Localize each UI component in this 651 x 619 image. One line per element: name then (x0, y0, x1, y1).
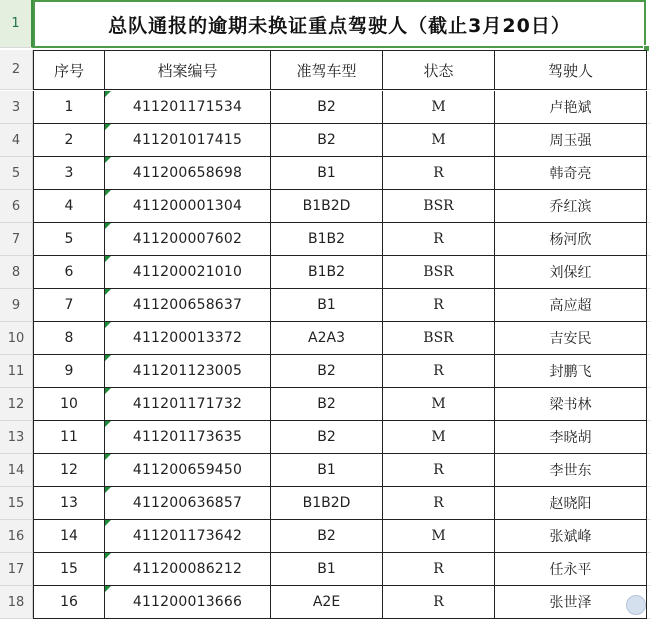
cell-driver[interactable] (495, 256, 647, 289)
table-row (0, 388, 651, 421)
cell-file-no[interactable] (105, 553, 271, 586)
row-header[interactable]: 18 (0, 586, 33, 619)
cell-driver-text: 梁书林 (549, 397, 592, 413)
grid-filler (647, 223, 651, 256)
row-header[interactable]: 13 (0, 421, 33, 454)
row-header[interactable]: 10 (0, 322, 33, 355)
cell-file-no-text: 411201171732 (132, 396, 243, 412)
cell-vehicle-type-text: B1 (317, 165, 336, 181)
watermark-logo-icon (626, 595, 646, 615)
cell-seq-text: 16 (60, 594, 78, 610)
green-triangle-icon (105, 553, 111, 559)
cell-vehicle-type-text: B1B2D (302, 495, 351, 511)
cell-seq-text: 8 (64, 330, 74, 346)
green-triangle-icon (105, 421, 111, 427)
cell-status[interactable] (383, 289, 495, 322)
cell-file-no[interactable] (105, 91, 271, 124)
table-row (0, 256, 651, 289)
cell-seq[interactable] (33, 586, 105, 619)
cell-vehicle-type[interactable] (271, 157, 383, 190)
green-triangle-icon (105, 355, 111, 361)
cell-vehicle-type[interactable] (271, 256, 383, 289)
cell-vehicle-type[interactable] (271, 388, 383, 421)
grid-filler (647, 91, 651, 124)
green-triangle-icon (105, 289, 111, 295)
cell-seq-text: 11 (60, 429, 78, 445)
cell-driver[interactable] (495, 124, 647, 157)
column-header-driver[interactable]: 驾驶人 (495, 50, 647, 90)
grid-filler (647, 487, 651, 520)
grid-filler (647, 553, 651, 586)
row-header[interactable]: 3 (0, 91, 33, 124)
cell-file-no-text: 411201123005 (132, 363, 243, 379)
table-row (0, 190, 651, 223)
green-triangle-icon (105, 388, 111, 394)
cell-seq[interactable] (33, 454, 105, 487)
green-triangle-icon (105, 223, 111, 229)
cell-file-no-text: 411201173642 (132, 528, 243, 544)
cell-status-text: R (433, 363, 444, 379)
cell-status-text: R (433, 165, 444, 181)
cell-vehicle-type[interactable] (271, 553, 383, 586)
cell-vehicle-type-text: B2 (317, 132, 336, 148)
row-header[interactable]: 8 (0, 256, 33, 289)
cell-driver-text: 高应超 (549, 298, 592, 314)
cell-vehicle-type-text: B1 (317, 462, 336, 478)
cell-seq[interactable] (33, 256, 105, 289)
grid-filler (647, 157, 651, 190)
cell-status-text: R (433, 462, 444, 478)
cell-seq[interactable] (33, 157, 105, 190)
table-row (0, 586, 651, 619)
row-header[interactable]: 7 (0, 223, 33, 256)
cell-status[interactable] (383, 190, 495, 223)
cell-driver-text: 封鹏飞 (549, 364, 592, 380)
grid-filler (647, 50, 651, 90)
cell-seq-text: 15 (60, 561, 78, 577)
cell-vehicle-type[interactable] (271, 421, 383, 454)
table-row (0, 487, 651, 520)
row-header[interactable]: 12 (0, 388, 33, 421)
cell-seq-text: 14 (60, 528, 78, 544)
cell-driver-text: 任永平 (549, 562, 592, 578)
cell-status[interactable] (383, 157, 495, 190)
cell-seq-text: 7 (64, 297, 74, 313)
cell-seq[interactable] (33, 223, 105, 256)
table-header-row (0, 50, 651, 90)
cell-vehicle-type-text: B1 (317, 561, 336, 577)
cell-status-text: R (433, 561, 444, 577)
row-header[interactable]: 11 (0, 355, 33, 388)
grid-filler (647, 388, 651, 421)
grid-filler (647, 322, 651, 355)
cell-status[interactable] (383, 421, 495, 454)
green-triangle-icon (105, 520, 111, 526)
cell-file-no[interactable] (105, 124, 271, 157)
cell-status[interactable] (383, 553, 495, 586)
cell-status[interactable] (383, 586, 495, 619)
cell-driver[interactable] (495, 355, 647, 388)
cell-driver[interactable] (495, 586, 647, 619)
grid-filler (647, 190, 651, 223)
cell-seq-text: 6 (64, 264, 74, 280)
cell-status-text: R (433, 297, 444, 313)
green-triangle-icon (105, 124, 111, 130)
column-header-status[interactable]: 状态 (383, 50, 495, 90)
cell-seq-text: 4 (64, 198, 74, 214)
grid-filler (647, 289, 651, 322)
cell-vehicle-type[interactable] (271, 289, 383, 322)
cell-seq-text: 10 (60, 396, 78, 412)
cell-driver-text: 周玉强 (549, 133, 592, 149)
green-triangle-icon (105, 487, 111, 493)
cell-status[interactable] (383, 124, 495, 157)
cell-vehicle-type[interactable] (271, 190, 383, 223)
green-triangle-icon (105, 322, 111, 328)
cell-status-text: M (431, 132, 446, 148)
green-triangle-icon (105, 586, 111, 592)
cell-status-text: R (433, 495, 444, 511)
column-header-seq[interactable]: 序号 (33, 50, 105, 90)
cell-vehicle-type-text: B1B2 (307, 264, 346, 280)
cell-status[interactable] (383, 388, 495, 421)
cell-status[interactable] (383, 256, 495, 289)
cell-driver[interactable] (495, 454, 647, 487)
cell-driver-text: 赵晓阳 (549, 496, 592, 512)
cell-status-text: M (431, 528, 446, 544)
cell-seq[interactable] (33, 487, 105, 520)
cell-file-no[interactable] (105, 256, 271, 289)
cell-driver[interactable] (495, 289, 647, 322)
row-header[interactable]: 1 (0, 0, 33, 48)
cell-seq[interactable] (33, 322, 105, 355)
cell-driver[interactable] (495, 157, 647, 190)
row-header[interactable]: 14 (0, 454, 33, 487)
cell-vehicle-type[interactable] (271, 124, 383, 157)
cell-vehicle-type[interactable] (271, 223, 383, 256)
cell-file-no-text: 411200636857 (132, 495, 243, 511)
row-header[interactable]: 16 (0, 520, 33, 553)
cell-driver-text: 李晓胡 (549, 430, 592, 446)
cell-vehicle-type[interactable] (271, 454, 383, 487)
cell-driver-text: 刘保红 (549, 265, 592, 281)
cell-driver-text: 张世泽 (549, 595, 592, 611)
cell-seq-text: 9 (64, 363, 74, 379)
cell-vehicle-type[interactable] (271, 322, 383, 355)
cell-status-text: BSR (423, 198, 454, 214)
cell-seq[interactable] (33, 520, 105, 553)
cell-file-no[interactable] (105, 289, 271, 322)
column-header-vehicle-type[interactable]: 准驾车型 (271, 50, 383, 90)
table-row (0, 454, 651, 487)
cell-file-no[interactable] (105, 454, 271, 487)
cell-seq-text: 5 (64, 231, 74, 247)
row-header[interactable]: 6 (0, 190, 33, 223)
cell-status-text: BSR (423, 264, 454, 280)
cell-file-no[interactable] (105, 388, 271, 421)
grid-filler (647, 355, 651, 388)
cell-driver-text: 卢艳斌 (549, 100, 592, 116)
cell-vehicle-type-text: A2E (312, 594, 341, 610)
green-triangle-icon (105, 190, 111, 196)
cell-file-no-text: 411200658637 (132, 297, 243, 313)
cell-file-no[interactable] (105, 223, 271, 256)
cell-status[interactable] (383, 91, 495, 124)
cell-status-text: BSR (423, 330, 454, 346)
cell-status-text: R (433, 594, 444, 610)
cell-file-no[interactable] (105, 586, 271, 619)
row-header[interactable]: 15 (0, 487, 33, 520)
cell-status[interactable] (383, 223, 495, 256)
row-header[interactable]: 4 (0, 124, 33, 157)
cell-file-no[interactable] (105, 520, 271, 553)
cell-seq[interactable] (33, 553, 105, 586)
cell-vehicle-type[interactable] (271, 586, 383, 619)
green-triangle-icon (105, 157, 111, 163)
watermark (626, 595, 649, 615)
cell-file-no[interactable] (105, 322, 271, 355)
cell-file-no[interactable] (105, 190, 271, 223)
grid-filler (647, 124, 651, 157)
cell-vehicle-type-text: B2 (317, 396, 336, 412)
row-header[interactable]: 9 (0, 289, 33, 322)
cell-file-no-text: 411200021010 (132, 264, 243, 280)
cell-seq[interactable] (33, 190, 105, 223)
cell-seq[interactable] (33, 91, 105, 124)
cell-vehicle-type-text: A2A3 (308, 330, 345, 346)
cell-file-no-text: 411200659450 (132, 462, 243, 478)
sheet-title[interactable]: 总队通报的逾期未换证重点驾驶人（截止3月20日） (33, 0, 646, 48)
cell-file-no-text: 411201173635 (132, 429, 243, 445)
cell-driver-text: 杨河欣 (549, 232, 592, 248)
cell-driver[interactable] (495, 421, 647, 454)
row-header[interactable]: 2 (0, 50, 33, 90)
table-row (0, 157, 651, 190)
cell-vehicle-type[interactable] (271, 91, 383, 124)
cell-status-text: M (431, 429, 446, 445)
cell-file-no-text: 411200013372 (132, 330, 243, 346)
cell-seq[interactable] (33, 421, 105, 454)
cell-vehicle-type-text: B2 (317, 99, 336, 115)
cell-status-text: M (431, 99, 446, 115)
green-triangle-icon (105, 256, 111, 262)
cell-seq-text: 12 (60, 462, 78, 478)
cell-file-no[interactable] (105, 421, 271, 454)
cell-file-no-text: 411200086212 (132, 561, 243, 577)
cell-driver-text: 韩奇亮 (549, 166, 592, 182)
cell-driver[interactable] (495, 553, 647, 586)
cell-file-no-text: 411201171534 (132, 99, 243, 115)
cell-vehicle-type-text: B1B2D (302, 198, 351, 214)
cell-file-no[interactable] (105, 157, 271, 190)
grid-filler (647, 520, 651, 553)
cell-file-no-text: 411200658698 (132, 165, 243, 181)
cell-seq-text: 13 (60, 495, 78, 511)
cell-seq[interactable] (33, 355, 105, 388)
cell-vehicle-type[interactable] (271, 520, 383, 553)
cell-driver[interactable] (495, 223, 647, 256)
cell-file-no[interactable] (105, 355, 271, 388)
cell-vehicle-type-text: B2 (317, 429, 336, 445)
cell-seq-text: 2 (64, 132, 74, 148)
cell-file-no-text: 411200013666 (132, 594, 243, 610)
cell-vehicle-type[interactable] (271, 487, 383, 520)
cell-vehicle-type-text: B2 (317, 528, 336, 544)
cell-driver-text: 李世东 (549, 463, 592, 479)
table-row (0, 553, 651, 586)
table-row (0, 520, 651, 553)
cell-status-text: M (431, 396, 446, 412)
table-row (0, 355, 651, 388)
table-row (0, 91, 651, 124)
cell-seq[interactable] (33, 289, 105, 322)
cell-driver-text: 吉安民 (549, 331, 592, 347)
cell-driver[interactable] (495, 388, 647, 421)
cell-file-no-text: 411200001304 (132, 198, 243, 214)
row-header[interactable]: 5 (0, 157, 33, 190)
cell-file-no-text: 411201017415 (132, 132, 243, 148)
table-row (0, 322, 651, 355)
cell-vehicle-type[interactable] (271, 355, 383, 388)
cell-seq[interactable] (33, 388, 105, 421)
cell-status[interactable] (383, 355, 495, 388)
cell-status-text: R (433, 231, 444, 247)
cell-status[interactable] (383, 487, 495, 520)
grid-filler (647, 454, 651, 487)
cell-vehicle-type-text: B1 (317, 297, 336, 313)
table-row (0, 124, 651, 157)
table-row (0, 223, 651, 256)
cell-driver[interactable] (495, 520, 647, 553)
cell-status[interactable] (383, 322, 495, 355)
cell-vehicle-type-text: B1B2 (307, 231, 346, 247)
cell-driver-text: 张斌峰 (549, 529, 592, 545)
cell-driver[interactable] (495, 190, 647, 223)
cell-status[interactable] (383, 454, 495, 487)
cell-file-no-text: 411200007602 (132, 231, 243, 247)
cell-seq-text: 3 (64, 165, 74, 181)
green-triangle-icon (105, 91, 111, 97)
table-row (0, 421, 651, 454)
green-triangle-icon (105, 454, 111, 460)
column-header-file-no[interactable]: 档案编号 (105, 50, 271, 90)
cell-status[interactable] (383, 520, 495, 553)
row-header[interactable]: 17 (0, 553, 33, 586)
cell-driver-text: 乔红滨 (549, 199, 592, 215)
cell-driver[interactable] (495, 487, 647, 520)
cell-file-no[interactable] (105, 487, 271, 520)
cell-driver[interactable] (495, 322, 647, 355)
cell-driver[interactable] (495, 91, 647, 124)
grid-filler (647, 421, 651, 454)
grid-filler (647, 256, 651, 289)
cell-seq[interactable] (33, 124, 105, 157)
table-row (0, 289, 651, 322)
cell-vehicle-type-text: B2 (317, 363, 336, 379)
cell-seq-text: 1 (64, 99, 74, 115)
